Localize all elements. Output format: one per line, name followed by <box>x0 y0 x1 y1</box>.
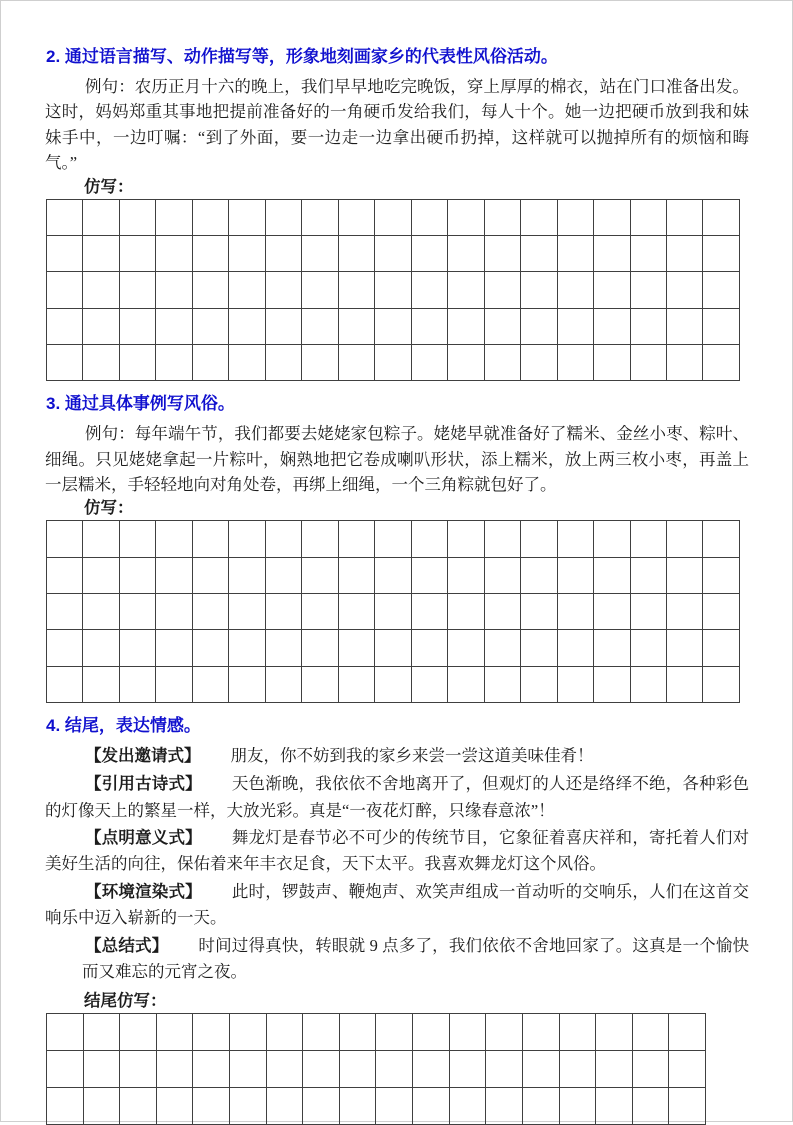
writing-cell <box>266 1087 303 1124</box>
writing-cell <box>630 630 666 666</box>
section-3-example-paragraph: 例句：每年端午节，我们都要去姥姥家包粽子。姥姥早就准备好了糯米、金丝小枣、粽叶、细绳。只见姥姥拿起一片粽叶，娴熟地把它卷成喇叭形状，添上糯米，放上两三枚小枣，再盖上一层糯米，手轻轻地向对角处卷，再绑上细绳，一个三角粽就包好了。 <box>45 424 749 494</box>
ending-style-item-meaning <box>45 825 749 877</box>
writing-cell <box>338 666 374 702</box>
writing-cell <box>375 666 411 702</box>
writing-cell <box>557 630 593 666</box>
writing-cell <box>338 344 374 380</box>
section-3-heading: 3. 通过具体事例写风俗。 <box>46 394 235 414</box>
writing-cell <box>411 308 447 344</box>
writing-cell <box>156 666 192 702</box>
ending-style-text: 舞龙灯是春节必不可少的传统节目，它象征着喜庆祥和，寄托着人们对美好生活的向往，保佑着来年丰衣足食，天下太平。我喜欢舞龙灯这个风俗。 <box>45 828 750 874</box>
writing-cell <box>666 272 702 308</box>
writing-cell <box>156 521 192 557</box>
writing-grid-row <box>47 199 740 235</box>
writing-cell <box>557 666 593 702</box>
writing-cell <box>83 1087 120 1124</box>
writing-cell <box>484 272 520 308</box>
writing-grid-row <box>47 308 740 344</box>
ending-style-label: 【发出邀请式】 <box>85 746 201 765</box>
writing-cell <box>484 235 520 271</box>
writing-cell <box>630 593 666 629</box>
writing-cell <box>411 344 447 380</box>
writing-cell <box>486 1051 523 1088</box>
writing-cell <box>120 1087 157 1124</box>
writing-cell <box>630 666 666 702</box>
writing-cell <box>630 308 666 344</box>
writing-cell <box>666 199 702 235</box>
writing-cell <box>449 1014 486 1051</box>
writing-cell <box>484 521 520 557</box>
writing-cell <box>83 557 119 593</box>
writing-cell <box>632 1087 669 1124</box>
writing-cell <box>156 199 192 235</box>
writing-cell <box>47 1087 84 1124</box>
writing-cell <box>448 666 484 702</box>
writing-cell <box>594 630 630 666</box>
writing-cell <box>559 1087 596 1124</box>
writing-cell <box>338 593 374 629</box>
writing-cell <box>229 272 265 308</box>
ending-style-label: 【引用古诗式】 <box>85 775 202 794</box>
writing-cell <box>229 593 265 629</box>
ending-style-item-invitation <box>45 743 749 769</box>
section-3-practice-label: 仿写： <box>84 499 134 518</box>
writing-cell <box>47 344 83 380</box>
writing-cell <box>557 521 593 557</box>
writing-cell <box>156 630 192 666</box>
writing-cell <box>192 308 228 344</box>
writing-cell <box>83 593 119 629</box>
writing-cell <box>265 235 301 271</box>
writing-cell <box>119 593 155 629</box>
writing-cell <box>666 308 702 344</box>
writing-cell <box>521 666 557 702</box>
writing-cell <box>484 344 520 380</box>
writing-cell <box>230 1051 267 1088</box>
writing-cell <box>302 235 338 271</box>
writing-cell <box>47 272 83 308</box>
writing-cell <box>521 272 557 308</box>
writing-cell <box>156 272 192 308</box>
writing-cell <box>449 1087 486 1124</box>
writing-cell <box>375 630 411 666</box>
writing-cell <box>193 1087 230 1124</box>
writing-cell <box>83 1014 120 1051</box>
writing-cell <box>375 521 411 557</box>
writing-cell <box>703 235 740 271</box>
ending-writing-grid[interactable] <box>46 1013 706 1124</box>
writing-cell <box>596 1014 633 1051</box>
writing-cell <box>156 593 192 629</box>
writing-cell <box>303 1087 340 1124</box>
writing-cell <box>594 666 630 702</box>
writing-cell <box>119 557 155 593</box>
writing-cell <box>192 557 228 593</box>
writing-cell <box>47 557 83 593</box>
writing-cell <box>47 235 83 271</box>
ending-style-text: 此时，锣鼓声、鞭炮声、欢笑声组成一首动听的交响乐，人们在这首交响乐中迈入崭新的一天。 <box>45 881 750 928</box>
writing-cell <box>192 666 228 702</box>
writing-cell <box>229 308 265 344</box>
writing-cell <box>229 199 265 235</box>
writing-cell <box>192 272 228 308</box>
writing-cell <box>338 557 374 593</box>
writing-cell <box>669 1051 706 1088</box>
writing-cell <box>193 1051 230 1088</box>
writing-cell <box>119 666 155 702</box>
writing-cell <box>411 521 447 557</box>
writing-grid-row <box>47 521 740 557</box>
writing-cell <box>83 272 119 308</box>
writing-cell <box>448 593 484 629</box>
writing-cell <box>265 272 301 308</box>
writing-cell <box>338 308 374 344</box>
writing-cell <box>559 1014 596 1051</box>
writing-cell <box>448 630 484 666</box>
writing-cell <box>265 308 301 344</box>
writing-cell <box>703 199 740 235</box>
writing-cell <box>594 235 630 271</box>
writing-cell <box>411 557 447 593</box>
section-2-heading: 2. 通过语言描写、动作描写等，形象地刻画家乡的代表性风俗活动。 <box>46 47 558 66</box>
writing-cell <box>302 308 338 344</box>
writing-cell <box>521 235 557 271</box>
writing-cell <box>156 1014 193 1051</box>
ending-style-label: 【环境渲染式】 <box>85 882 202 901</box>
writing-cell <box>83 235 119 271</box>
writing-cell <box>83 630 119 666</box>
writing-cell <box>47 630 83 666</box>
writing-cell <box>229 666 265 702</box>
writing-cell <box>448 521 484 557</box>
writing-cell <box>448 235 484 271</box>
writing-cell <box>557 557 593 593</box>
writing-cell <box>192 199 228 235</box>
writing-cell <box>630 344 666 380</box>
writing-cell <box>192 521 228 557</box>
writing-cell <box>411 199 447 235</box>
writing-cell <box>83 344 119 380</box>
writing-cell <box>557 199 593 235</box>
section-2-practice-label: 仿写： <box>84 177 134 196</box>
writing-cell <box>449 1051 486 1088</box>
writing-cell <box>632 1051 669 1088</box>
writing-cell <box>630 199 666 235</box>
writing-cell <box>266 1051 303 1088</box>
ending-practice-label: 结尾仿写： <box>84 992 167 1011</box>
writing-cell <box>375 308 411 344</box>
ending-style-label: 【点明意义式】 <box>85 829 202 848</box>
writing-cell <box>339 1051 376 1088</box>
writing-cell <box>594 308 630 344</box>
writing-cell <box>119 235 155 271</box>
section-4-heading: 4. 结尾，表达情感。 <box>46 715 201 735</box>
writing-cell <box>265 344 301 380</box>
ending-style-item-summary <box>45 933 749 985</box>
writing-cell <box>266 1014 303 1051</box>
writing-cell <box>521 593 557 629</box>
writing-cell <box>156 1087 193 1124</box>
writing-cell <box>83 521 119 557</box>
writing-cell <box>703 344 740 380</box>
writing-cell <box>666 521 702 557</box>
writing-cell <box>703 666 740 702</box>
writing-cell <box>229 630 265 666</box>
writing-cell <box>666 557 702 593</box>
writing-cell <box>119 308 155 344</box>
writing-cell <box>192 344 228 380</box>
writing-cell <box>302 630 338 666</box>
ending-style-item-quote-poem <box>45 771 749 823</box>
writing-cell <box>376 1051 413 1088</box>
writing-grid-row <box>47 557 740 593</box>
writing-cell <box>47 521 83 557</box>
writing-cell <box>156 344 192 380</box>
writing-cell <box>703 557 740 593</box>
writing-cell <box>521 630 557 666</box>
writing-cell <box>630 557 666 593</box>
writing-cell <box>47 593 83 629</box>
writing-cell <box>375 557 411 593</box>
writing-cell <box>594 521 630 557</box>
writing-cell <box>413 1014 450 1051</box>
writing-cell <box>596 1087 633 1124</box>
writing-cell <box>521 521 557 557</box>
writing-cell <box>375 235 411 271</box>
writing-cell <box>47 308 83 344</box>
writing-cell <box>448 557 484 593</box>
writing-cell <box>119 272 155 308</box>
section-3-writing-grid[interactable] <box>46 520 740 702</box>
writing-cell <box>666 344 702 380</box>
writing-cell <box>484 557 520 593</box>
writing-cell <box>193 1014 230 1051</box>
writing-cell <box>120 1051 157 1088</box>
writing-cell <box>594 344 630 380</box>
writing-cell <box>594 593 630 629</box>
writing-cell <box>521 308 557 344</box>
writing-cell <box>522 1087 559 1124</box>
writing-cell <box>338 272 374 308</box>
writing-cell <box>413 1087 450 1124</box>
writing-cell <box>192 593 228 629</box>
writing-cell <box>83 199 119 235</box>
writing-cell <box>448 272 484 308</box>
writing-cell <box>484 666 520 702</box>
writing-cell <box>521 557 557 593</box>
writing-cell <box>265 199 301 235</box>
writing-cell <box>302 199 338 235</box>
writing-cell <box>156 235 192 271</box>
writing-cell <box>596 1051 633 1088</box>
writing-cell <box>192 235 228 271</box>
writing-cell <box>630 272 666 308</box>
writing-grid-row <box>47 593 740 629</box>
writing-cell <box>119 521 155 557</box>
writing-cell <box>376 1014 413 1051</box>
writing-cell <box>669 1087 706 1124</box>
writing-grid-row <box>47 630 740 666</box>
writing-cell <box>229 557 265 593</box>
writing-grid-row <box>47 666 740 702</box>
ending-style-text: 朋友，你不妨到我的家乡来尝一尝这道美味佳肴！ <box>230 745 594 765</box>
writing-cell <box>375 272 411 308</box>
ending-style-item-atmosphere <box>45 879 749 931</box>
writing-cell <box>559 1051 596 1088</box>
writing-cell <box>83 1051 120 1088</box>
writing-cell <box>666 666 702 702</box>
writing-cell <box>413 1051 450 1088</box>
writing-grid-row <box>47 235 740 271</box>
writing-grid-row <box>47 344 740 380</box>
writing-cell <box>375 344 411 380</box>
writing-cell <box>302 557 338 593</box>
writing-cell <box>47 666 83 702</box>
writing-cell <box>229 235 265 271</box>
writing-cell <box>119 199 155 235</box>
writing-cell <box>669 1014 706 1051</box>
writing-cell <box>338 630 374 666</box>
writing-cell <box>376 1087 413 1124</box>
writing-cell <box>411 235 447 271</box>
writing-cell <box>521 199 557 235</box>
writing-cell <box>484 308 520 344</box>
writing-cell <box>338 521 374 557</box>
writing-cell <box>557 593 593 629</box>
writing-cell <box>230 1014 267 1051</box>
writing-cell <box>156 557 192 593</box>
writing-cell <box>302 666 338 702</box>
writing-grid-row <box>47 1087 706 1124</box>
writing-cell <box>666 630 702 666</box>
writing-cell <box>557 344 593 380</box>
writing-grid-row <box>47 1051 706 1088</box>
writing-cell <box>448 199 484 235</box>
writing-cell <box>120 1014 157 1051</box>
writing-cell <box>229 344 265 380</box>
writing-cell <box>156 1051 193 1088</box>
writing-cell <box>666 235 702 271</box>
writing-cell <box>265 521 301 557</box>
writing-cell <box>703 521 740 557</box>
writing-cell <box>265 630 301 666</box>
writing-cell <box>484 593 520 629</box>
writing-cell <box>302 272 338 308</box>
writing-cell <box>630 235 666 271</box>
writing-cell <box>229 521 265 557</box>
writing-cell <box>339 1014 376 1051</box>
writing-cell <box>484 630 520 666</box>
writing-cell <box>522 1014 559 1051</box>
writing-cell <box>375 593 411 629</box>
writing-cell <box>594 557 630 593</box>
writing-cell <box>83 308 119 344</box>
writing-cell <box>47 1014 84 1051</box>
writing-cell <box>302 521 338 557</box>
writing-cell <box>411 630 447 666</box>
writing-cell <box>192 630 228 666</box>
writing-cell <box>632 1014 669 1051</box>
writing-cell <box>375 199 411 235</box>
writing-cell <box>557 308 593 344</box>
ending-style-text: 天色渐晚，我依依不舍地离开了，但观灯的人还是络绎不绝，各种彩色的灯像天上的繁星一样，大放光彩。真是“一夜花灯醉，只缘春意浓”！ <box>45 774 750 820</box>
writing-cell <box>411 272 447 308</box>
section-2-writing-grid[interactable] <box>46 199 740 381</box>
writing-cell <box>119 630 155 666</box>
writing-cell <box>303 1051 340 1088</box>
writing-cell <box>302 344 338 380</box>
writing-grid-row <box>47 1014 706 1051</box>
section-2-example-paragraph: 例句：农历正月十六的晚上，我们早早地吃完晚饭，穿上厚厚的棉衣，站在门口准备出发。这时，妈妈郑重其事地把提前准备好的一角硬币发给我们，每人十个。她一边把硬币放到我和妹妹手中，一边叮嘱：“到了外面，要一边走一边拿出硬币扔掉，这样就可以抛掉所有的烦恼和晦气。” <box>45 77 749 173</box>
writing-cell <box>594 199 630 235</box>
writing-cell <box>47 1051 84 1088</box>
writing-cell <box>339 1087 376 1124</box>
writing-cell <box>703 593 740 629</box>
writing-cell <box>594 272 630 308</box>
ending-styles-list <box>45 743 749 985</box>
writing-cell <box>156 308 192 344</box>
writing-cell <box>411 666 447 702</box>
writing-cell <box>630 521 666 557</box>
writing-cell <box>119 344 155 380</box>
ending-style-label: 【总结式】 <box>85 936 169 955</box>
writing-cell <box>265 666 301 702</box>
writing-cell <box>557 235 593 271</box>
writing-cell <box>411 593 447 629</box>
writing-cell <box>230 1087 267 1124</box>
writing-cell <box>486 1087 523 1124</box>
writing-cell <box>448 344 484 380</box>
writing-cell <box>448 308 484 344</box>
writing-cell <box>303 1014 340 1051</box>
ending-style-text: 时间过得真快，转眼就 9 点多了，我们依依不舍地回家了。这真是一个愉快而又难忘的元宵之夜。 <box>82 935 750 982</box>
writing-cell <box>703 308 740 344</box>
writing-cell <box>484 199 520 235</box>
writing-cell <box>521 344 557 380</box>
writing-cell <box>47 199 83 235</box>
writing-cell <box>302 593 338 629</box>
writing-cell <box>703 272 740 308</box>
writing-cell <box>666 593 702 629</box>
writing-grid-row <box>47 272 740 308</box>
writing-cell <box>522 1051 559 1088</box>
writing-cell <box>338 235 374 271</box>
writing-cell <box>703 630 740 666</box>
writing-cell <box>557 272 593 308</box>
writing-cell <box>265 593 301 629</box>
writing-cell <box>83 666 119 702</box>
writing-cell <box>486 1014 523 1051</box>
writing-cell <box>265 557 301 593</box>
writing-cell <box>338 199 374 235</box>
